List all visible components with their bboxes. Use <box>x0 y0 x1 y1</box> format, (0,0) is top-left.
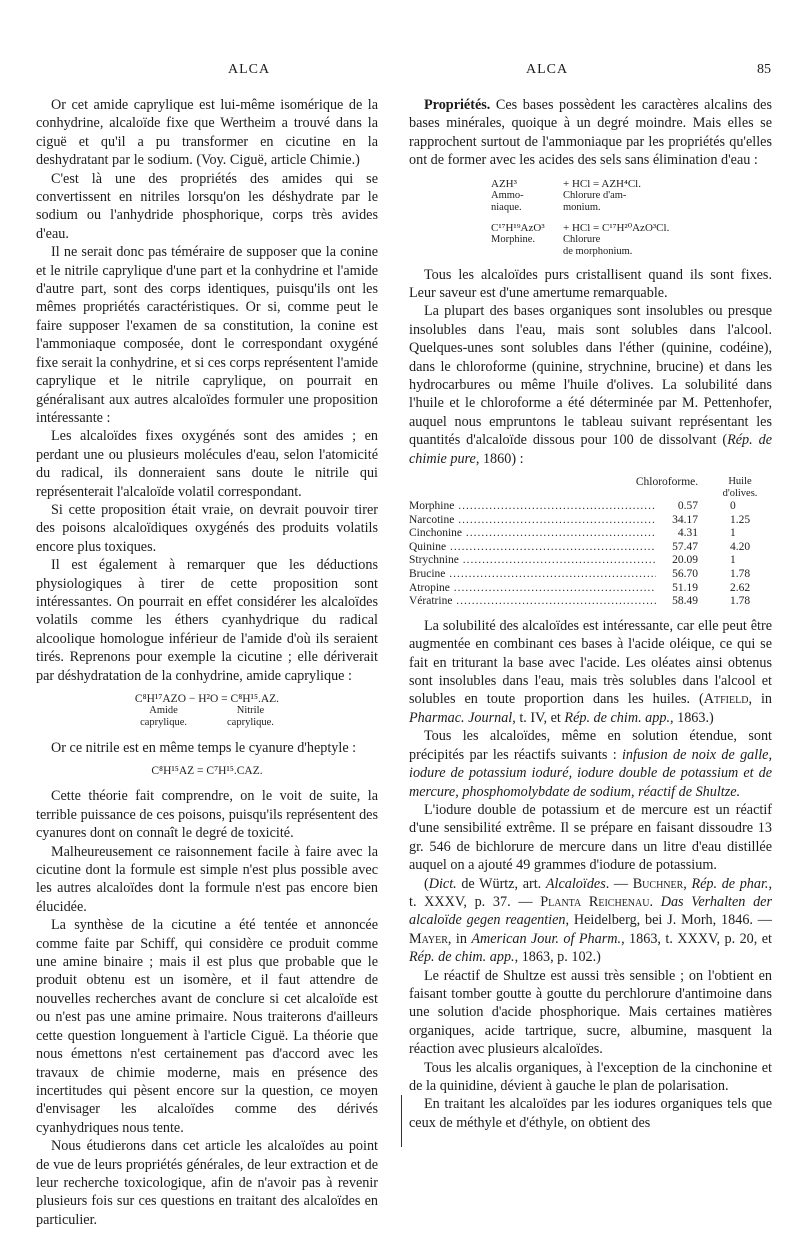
table-row: Vératrine ..... 58.49 1.78 <box>409 595 772 609</box>
paragraph: Or cet amide caprylique est lui-même isomérique de la conhydrine, alcaloïde fixe que Wertheim a trouvé dans la ciguë et qu'il a pu transformer en cicutine en la deshydratant par le sodium. (Voy. Ciguë, article Chimie.) <box>36 97 378 169</box>
table-row: Strychnine ..... 20.09 1 <box>409 554 772 568</box>
paragraph: Propriétés. Ces bases possèdent les caractères alcalins des bases minérales, quoique à un degré moindre. Mais elles se rapprochent surtout de l'ammoniaque par les propriétés qu'elles ont de former avec les acides des sels sans élimination d'eau : <box>409 97 772 169</box>
table-row: Brucine ..... 56.70 1.78 <box>409 568 772 582</box>
formula-caption: Nitrile caprylique. <box>227 705 274 728</box>
paragraph: Le réactif de Shultze est aussi très sensible ; on l'obtient en faisant tomber goutte à goutte du perchlorure d'antimoine dans une solution d'acide phosphorique. Mais certaines matières organiques, acide tartrique, sucre, albumine, masquent la réaction avec plusieurs alcaloïdes. <box>409 967 772 1058</box>
table-row: Quinine ..... 57.47 4.20 <box>409 541 772 555</box>
formula-morphine: C¹⁷H¹⁹AzO³ + HCl = C¹⁷H²⁰AzO³Cl. Morphine. Chlorure de morphonium. <box>491 221 670 257</box>
paragraph: Tous les alcaloïdes, même en solution étendue, sont précipités par les réactifs suivants : infusion de noix de galle, iodure de potassium ioduré, iodure double de potassium et de mercure, phosphomolybdate de sodium, réactif de Shultze. <box>409 728 772 800</box>
paragraph: En traitant les alcaloïdes par les iodures organiques tels que ceux de méthyle et d'éthyle, on obtient des <box>409 1096 772 1131</box>
paragraph: C'est là une des propriétés des amides qui se convertissent en nitriles lorsqu'on les déshydrate par le sodium ou l'anhydride phosphorique, corps très avides d'eau. <box>36 170 378 242</box>
formula-caption: Amide caprylique. <box>140 705 187 728</box>
column-rule <box>401 1095 402 1147</box>
page-header <box>36 62 771 82</box>
paragraph: L'iodure double de potassium et de mercure est un réactif d'une sensibilité extrême. Il se prépare en faisant dissoudre 13 gr. 546 de bichlorure de mercure dans un litre d'eau distillée auquel on a ajouté 49 grammes d'iodure de potassium. <box>409 801 772 874</box>
right-column <box>409 96 772 1132</box>
paragraph: Il est également à remarquer que les déductions physiologiques à tirer de cette proposition sont intéressantes. On pourrait en effet considérer les alcaloïdes volatils comme les éthers cyanhydrique du radical alcoolique homologue inférieur de l'amide d'où ils seraient tirés. Reprenons pour exemple la cicutine ; elle dériverait par déshydratation de la conhydrine, amide caprylique : <box>36 557 378 684</box>
page-number: 85 <box>757 62 771 77</box>
paragraph: La synthèse de la cicutine a été tentée et annoncée comme faite par Schiff, qui considère ce produit comme une amine binaire ; mais il est plus que probable que le produit obtenu est un isomère, et il faut attendre de nouvelles recherches avant de conclure si cet alcaloïde est ou n'est pas une amine primaire. Nous traiterons d'ailleurs cette question longuement à l'article Ciguë. La théorie que nous émettons n'est certainement pas d'accord avec les travaux de chimie moderne, mais en présence des incertitudes qui pèsent encore sur la question, ce moyen d'envisager les alcaloïdes comme des dérivés cyanhydriques nous tente. <box>36 917 378 1136</box>
running-head-right: ALCA <box>526 62 569 77</box>
running-head-left: ALCA <box>228 62 271 77</box>
formula-text: C⁸H¹⁷AZO − H²O = C⁸H¹⁵.AZ. <box>134 693 280 705</box>
paragraph: Tous les alcalis organiques, à l'exception de la cinchonine et de la quinidine, dévient à gauche le plan de polarisation. <box>409 1059 772 1094</box>
paragraph: Nous étudierons dans cet article les alcaloïdes au point de vue de leurs propriétés générales, de leur extraction et de leur recherche toxicologique, afin de n'avoir pas à revenir plusieurs fois sur ces questions en traitant des alcaloïdes en particulier. <box>36 1138 378 1228</box>
table-row: Morphine ..... 0.57 0 <box>409 500 772 514</box>
paragraph: (Dict. de Würtz, art. Alcaloïdes. — Buchner, Rép. de phar., t. XXXV, p. 37. — Planta Reichenau. Das Verhalten der alcaloïde gegen reagentien, Heidelberg, bei J. Morh, 1846. — Mayer, in American Jour. of Pharm., 1863, t. XXXV, p. 20, et Rép. de chim. app., 1863, p. 102.) <box>409 875 773 966</box>
formula-amide-nitrile <box>36 693 378 729</box>
paragraph: Or ce nitrile est en même temps le cyanure d'heptyle : <box>51 740 357 756</box>
paragraph: Il ne serait donc pas téméraire de supposer que la conine et le nitrile caprylique d'une part et la conhydrine et l'amide d'autre part, sont des corps identiques, puisqu'ils ont les mêmes propriétés caractéristiques. Or si, comme peut le faire supposer l'examen de sa constitution, la conine est l'ammoniaque composée, dont le correspondant oxygéné fixe serait la conhydrine, et si ces corps représentent l'amide caprylique et le nitrile caprylique, on pourrait en généralisant aux autres alcaloïdes formuler une proposition intéressante : <box>36 244 378 426</box>
paragraph: Malheureusement ce raisonnement facile à faire avec la cicutine dont la formule est simple n'est plus possible avec les autres alcaloïdes dont la formule n'est pas encore bien élucidée. <box>36 843 378 915</box>
left-column <box>36 96 378 1229</box>
solubility-table <box>409 476 772 609</box>
table-row: Cinchonine ..... 4.31 1 <box>409 527 772 541</box>
paragraph: La solubilité des alcaloïdes est intéressante, car elle peut être augmentée en combinant ces bases à l'acide oléique, ce qui se fait en triturant la base avec l'acide. Les oléates ainsi obtenus sont insolubles dans l'eau, mais très solubles dans l'alcool et solubles en toute proportion dans les huiles. (Atfield, in Pharmac. Journal, t. IV, et Rép. de chim. app., 1863.) <box>409 617 772 726</box>
table-row: Atropine ..... 51.19 2.62 <box>409 582 772 596</box>
paragraph: Si cette proposition était vraie, on devrait pouvoir tirer des poisons alcaloïdiques oxygénés des produits volatils encore plus toxiques. <box>36 501 378 555</box>
section-heading: Propriétés. <box>424 97 491 113</box>
paragraph: Tous les alcaloïdes purs cristallisent quand ils sont fixes. Leur saveur est d'une amertume remarquable. <box>409 266 772 302</box>
table-row: Narcotine ..... 34.17 1.25 <box>409 514 772 528</box>
table-header: Chloroforme. Huile d'olives. <box>635 476 758 500</box>
formula-heptyl-cyanide: C⁸H¹⁵AZ = C⁷H¹⁵.CAZ. <box>151 765 263 778</box>
paragraph: La plupart des bases organiques sont insolubles ou presque insolubles dans l'eau, mais sont solubles dans l'alcool. Quelques-unes sont solubles dans l'éther (quinine, codéine), dans le chloroforme (quinine, strychnine, brucine) et dans les hydrocarbures ou même l'huile d'olives. La solubilité dans l'huile et le chloroforme a été déterminée par M. Pettenhofer, auquel nous empruntons le tableau suivant représentant les quantités d'alcaloïde dissous pour 100 de dissolvant (Rép. de chimie pure, 1860) : <box>409 303 772 467</box>
paragraph: Cette théorie fait comprendre, on le voit de suite, la terrible puissance de ces poisons, puisqu'ils représentent des cyanures dont on connaît le degré de toxicité. <box>36 788 378 842</box>
formula-ammonia: AZH³ + HCl = AZH⁴Cl. Ammo- Chlorure d'am- niaque. monium. <box>491 177 641 213</box>
paragraph: Les alcaloïdes fixes oxygénés sont des amides ; en perdant une ou plusieurs molécules d'eau, selon l'atomicité du radical, ils donneraient sans doute le nitrile qui représenterait l'alcaloïde volatil correspondant. <box>36 428 378 500</box>
